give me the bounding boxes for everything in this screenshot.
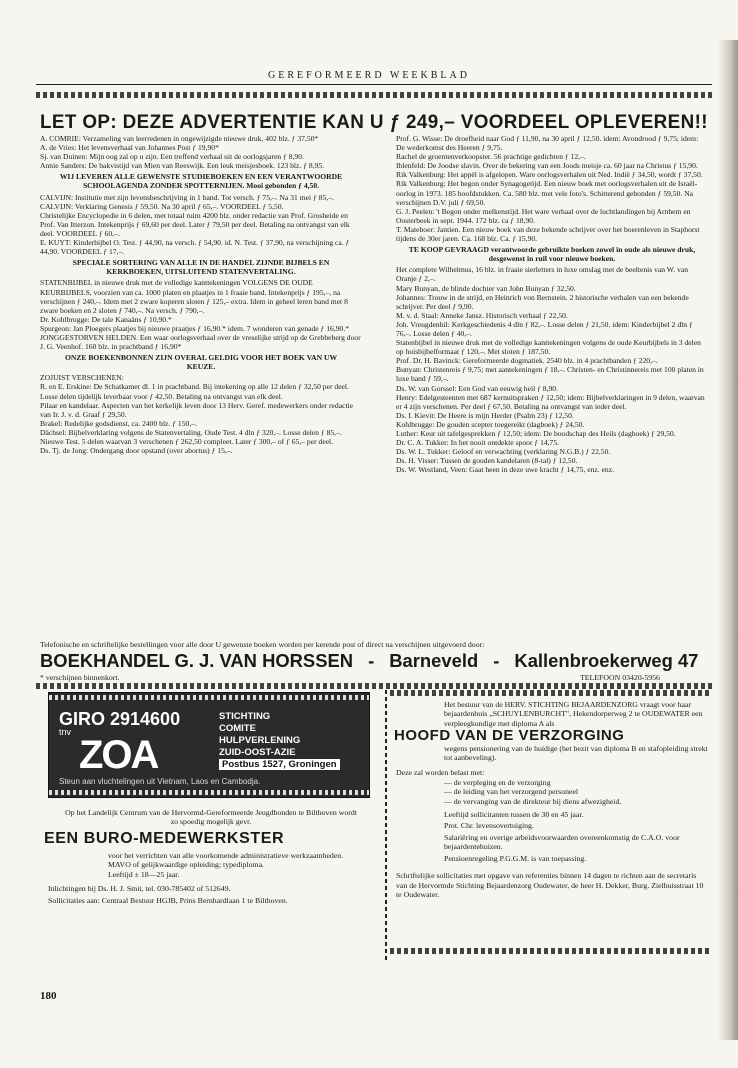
listing-entry: Dr. C. A. Tukker: In het nooit ontdekte spoor ƒ 14,75. [396, 438, 560, 448]
listing-entry: CALVIJN: Verklaring Genesis ƒ 59,50. Na 30 april ƒ 65,–. VOORDEEL ƒ 5,50. [40, 201, 284, 211]
zoa-logo: ZOA [79, 733, 158, 777]
listing-entry: Kohlbrugge: De gouden scepter toegereikt (dagboek) ƒ 24,50. [396, 419, 585, 429]
wavy-border-right-bottom [390, 948, 712, 954]
page-number: 180 [40, 990, 57, 1002]
listing-entry: CALVIJN: Institutie met zijn levensbeschrijving in 1 band. Tot versch. ƒ 75,–. Na 31 mei ƒ 85,–. [40, 192, 334, 202]
listing-entry: Ds. H. Visser: Tussen de gouden kandelaren (8-tal) ƒ 12,50. [396, 456, 578, 466]
listing-entry: Henry: Edelgesteenten met 687 kernuitspraken ƒ 12,50; idem: Bijbelverklaringen in 9 delen, waarvan er 4 zijn verschenen. Per deel ƒ 67,50. Betaling na ontvangst van ieder deel. [396, 392, 705, 411]
listing-entry: Dr. Kohlbrugge: De tale Kanaäns ƒ 10,90.* [40, 314, 172, 324]
listing-entry: Ihlenfeld: De Joodse slavin. Over de bekering van een Joods meisje ca. 60 jaar na Christus ƒ 15,90. [396, 161, 698, 171]
listing-entry: Pilaar en kandelaar. Aspecten van het kerkelijk leven door 13 Herv. Geref. medewerkers onder redactie van Ir. J. v. d. Graaf ƒ 29,50. [40, 400, 354, 419]
firm-separator: - [493, 650, 500, 671]
header-rule [36, 84, 712, 85]
listing-entry: Rachel de groentenverkoopster. 56 prachtige gedichten ƒ 12,–. [396, 152, 586, 162]
org-line: COMITE [219, 723, 256, 734]
firm-part: BOEKHANDEL G. J. VAN HORSSEN [40, 650, 354, 671]
task-item: — de verpleging en de verzorging [444, 777, 551, 787]
listing-entry: Annie Sanders: De bakvistijd van Mien van Reeswijk. Een leuk meisjesboek. 123 blz. ƒ 8,95. [40, 161, 325, 171]
giro-org [219, 711, 340, 771]
ad-headline: LET OP: DEZE ADVERTENTIE KAN U ƒ 249,– VOORDEEL OPLEVEREN!! [40, 112, 708, 133]
wavy-border-side [385, 690, 387, 960]
org-line: HULPVERLENING [219, 735, 301, 746]
firm-separator: - [368, 650, 375, 671]
listing-entry: Joh. Vreugdenhil: Kerkgeschiedenis 4 dln ƒ 82,–. Losse delen ƒ 21,50. idem: Kinderbijbel 2 dln ƒ 76,–. Losse delen ƒ 40,–. [396, 319, 693, 338]
wavy-border-top [36, 92, 712, 98]
listing-entry: Brakel: Redelijke godsdienst, ca. 2400 blz. ƒ 150,–. [40, 418, 197, 428]
running-head: GEREFORMEERD WEEKBLAD [268, 70, 470, 81]
listing-entry: Rik Valkenburg: Het appèl is afgelopen. Ware oorlogsverhalen uit Ned. Indië ƒ 34,50, wordt ƒ 37,50. [396, 170, 703, 180]
listing-entry: Prof. Dr. H. Bavinck: Gereformeerde dogmatiek. 2540 blz. in 4 prachtbanden ƒ 220,–. [396, 356, 658, 366]
listing-entry: WIJ LEVEREN ALLE GEWENSTE STUDIEBOEKEN EN EEN VERANTWOORDE SCHOOLAGENDA ZONDER SPOTTERNIJEN. Mooi gebonden ƒ 4,50. [59, 172, 343, 191]
hoofd-salary: Salariëring en overige arbeidsvoorwaarden overeenkomstig de C.A.O. voor bejaardentehuizen. [444, 832, 680, 852]
hoofd-ad [396, 700, 708, 899]
buro-age: Leeftijd ± 18—25 jaar. [108, 869, 180, 879]
firm-part: Kallenbroekerweg 47 [514, 650, 699, 671]
phone: TELEFOON 03420-5956 [580, 673, 660, 682]
listing-entry: Dächsel: Bijbelverklaring volgens de Statenvertaling. Oude Test. 4 dln ƒ 320,–. Losse delen ƒ 85,–. Nieuwe Test. 5 delen waarvan 3 verschenen ƒ 262,50 compleet. Later ƒ 300,– of ƒ 65,– per deel. [40, 427, 342, 446]
listing-entry: G. J. Peelen: 't Begon onder melkenstijd. Het ware verhaal over de luchtlandingen bij Arnhem en Oosterbeek in sept. 1944. 172 blz. ca ƒ 18,90. [396, 206, 691, 225]
hoofd-apply: Schriftelijke sollicitaties met opgave van referenties binnen 14 dagen te richten aan de secretaris van de Hervormde Stichting Bejaardenzorg Oudewater, de heer H. Dekker, Burg. Zielhuisstraat 10 te Oudewater. [396, 871, 704, 899]
buro-apply: Sollicitaties aan: Centraal Bestuur HGJB, Prins Bernhardlaan 1 te Bilthoven. [48, 896, 288, 906]
hoofd-tasks-intro: Deze zal worden belast met: [396, 768, 485, 778]
wavy-border-bottom [36, 683, 712, 689]
listing-entry: STATENBIJBEL in nieuwe druk met de volledige kanttekeningen VOLGENS DE OUDE KEURBIJBELS, voorzien van ca. 1000 platen en plaatjes in 1 fraaie band. Intekenprijs ƒ 195,–, na verschijnen ƒ 240,–. Idem met 2 zware koperen sloten ƒ 125,– extra. Idem in geheel leren band met 8 zware boeken en 2 sloten ƒ 740,–. Na versch. ƒ 790,–. [40, 278, 348, 315]
listing-entry: Ds. W. L. Tukker: Geloof en verwachting (verklaring N.G.B.) ƒ 22,50. [396, 447, 611, 457]
listing-entry: TE KOOP GEVRAAGD verantwoorde gebruikte boeken zowel in oude als nieuwe druk, desgewenst in ruil voor nieuwe boeken. [408, 245, 696, 264]
listing-entry: A. COMRIE: Verzameling van leerredenen in ongewijzigde nieuwe druk, 402 blz. ƒ 37,50* [40, 134, 319, 143]
firm-name [40, 650, 708, 672]
listing-entry: Christelijke Encyclopedie in 6 delen, met totaal ruim 4200 blz. onder redactie van Prof. Grosheide en Prof. Van Itterzon. Intekenprijs ƒ 69,60 per deel. Later ƒ 79,50 per deel. Betaling na ontvangst van elk deel. VOORDEEL ƒ 60,–. [40, 210, 350, 238]
ad-right-column [396, 134, 708, 474]
order-line: Telefonische en schriftelijke bestellingen voor alle door U gewenste boeken worden per kerende post of direct na verschijnen uitgevoerd door: [40, 640, 485, 649]
listing-entry: Luther: Keur uit tafelgesprekken ƒ 12,50; idem: De boodschap des Heils (dagboek) ƒ 29,50. [396, 429, 676, 438]
hoofd-pension: Pensioenregeling P.G.G.M. is van toepassing. [444, 853, 587, 863]
listing-entry: Johannes: Trouw in de strijd, en Heinrich von Bernstein. 2 historische verhalen van een bekende schrijver. Per deel ƒ 9,90. [396, 292, 689, 311]
buro-info: Inlichtingen bij Ds. H. J. Smit, tel. 030-785402 of 512649. [48, 884, 231, 894]
listing-entry: Rik Valkenburg: Het begon onder Synagogetijd. Een nieuw boek met oorlogsverhalen uit de Israël-oorlog in 1973. 185 hoofdstukken. Ca. 580 blz. met vele foto's. Schitterend gebonden ƒ 59,50. Na verschijnen D.V. juli ƒ 69,50. [396, 179, 698, 207]
org-line: ZUID-OOST-AZIE [219, 747, 296, 758]
listing-entry: Bunyan: Christenreis ƒ 9,75; met aantekeningen ƒ 18,–. Christen- en Christinnereis met 100 platen in luxe band ƒ 59,–. [396, 365, 704, 384]
listing-entry: ONZE BOEKENBONNEN ZIJN OVERAL GELDIG VOOR HET BOEK VAN UW KEUZE. [64, 353, 338, 372]
giro-footer: Steun aan vluchtelingen uit Vietnam, Laos en Cambodja. [59, 777, 261, 786]
ad-left-column [40, 134, 362, 455]
listing-entry: Ds. I. Kievit: De Heere is mijn Herder (Psalm 23) ƒ 12,50. [396, 410, 574, 420]
listing-entry: T. Mateboer: Jantien. Een nieuw boek van deze bekende schrijver over het boerenleven in Staphorst tijdens de 30er jaren. Ca. 168 blz. Ca. ƒ 15,90. [396, 224, 700, 244]
dotted-border [49, 790, 369, 795]
listing-entry: SPECIALE SORTERING VAN ALLE IN DE HANDEL ZIJNDE BIJBELS EN KERKBOEKEN, UITSLUITEND STATENVERTALING. [72, 258, 330, 277]
listing-entry: Sj. van Duinen: Mijn oog zal op u zijn. Een treffend verhaal uit de oorlogsjaren ƒ 8,90. [40, 152, 304, 162]
listing-entry: ZOJUIST VERSCHENEN: [40, 373, 124, 383]
listing-entry: E. KUYT: Kinderbijbel O. Test. ƒ 44,90, na versch. ƒ 54,90. id. N. Test. ƒ 37,90, na verschijning ca. ƒ 44,90. VOORDEEL ƒ 17,–. [40, 238, 350, 257]
buro-intro: Op het Landelijk Centrum van de Hervormd-Gereformeerde Jeugdbonden te Bilthoven wordt zo spoedig mogelijk gevr. [65, 808, 357, 827]
listing-entry: Mary Bunyan, de blinde dochter van John Bunyan ƒ 32,50. [396, 283, 576, 293]
org-line: STICHTING [219, 711, 271, 722]
hoofd-reason: wegens pensionering van de huidige (het bezit van diploma B en stafopleiding strekt tot aanbeveling). [444, 743, 708, 763]
hoofd-tasks [396, 778, 708, 806]
firm-part: Barneveld [389, 650, 479, 671]
buro-req: MAVO of gelijkwaardige opleiding; typediploma. [108, 860, 264, 870]
listing-entry: Ds. W. van Gorssel: Een God van eeuwig heil ƒ 8,90. [396, 383, 558, 393]
dotted-border [49, 695, 369, 700]
hoofd-belief: Prot. Chr. levensovertuiging. [444, 821, 534, 831]
buro-body: voor het verrichten van alle voorkomende administratieve werkzaamheden. [108, 850, 344, 860]
listing-entry: Ds. W. Westland, Veen: Gaat heen in deze uwe kracht ƒ 14,75, enz. enz. [396, 465, 614, 475]
giro-number: GIRO 2914600 [59, 709, 181, 729]
hoofd-intro: Het bestuur van de HERV. STICHTING BEJAARDENZORG vraagt voor haar bejaardenhuis „SCHUYLENBURCHT", Hekendorperweg 2 te OUDEWATER een verpleegkundige met diploma A als [444, 700, 703, 728]
listing-entry: Statenbijbel in nieuwe druk met de volledige kanttekeningen volgens de oude Keurbijbels in 3 delen op huisbijbelformaat ƒ 120,–. Met sloten ƒ 187,50. [396, 338, 701, 357]
listing-entry: R. en E. Erskine: De Schatkamer dl. 1 in prachtband. Bij intekening op alle 12 delen ƒ 32,50 per deel. Losse delen tijdelijk leverbaar voor ƒ 42,50. Betaling na ontvangst van elk deel. [40, 382, 349, 401]
listing-entry: M. v. d. Staal: Anneke Jansz. Historisch verhaal ƒ 22,50. [396, 310, 568, 320]
org-address: Postbus 1527, Groningen [219, 759, 340, 770]
buro-ad [44, 808, 374, 906]
listing-entry: JONGGESTORVEN HELDEN. Een waar oorlogsverhaal over de vreselijke strijd op de Grebbeberg door J. G. Veenhof. 160 blz. in prachtband ƒ 16,90* [40, 332, 361, 352]
page-edge-shadow [718, 40, 738, 1040]
listing-entry: Het complete Wilhelmus, 16 blz. in fraaie sierletters in luxe omslag met de beeltenis van W. van Oranje ƒ 2,–. [396, 265, 689, 284]
listing-entry: Spurgeon: Jan Ploegers plaatjes bij nieuwe praatjes ƒ 16,90.* idem. 7 wonderen van genade ƒ 16,90.* [40, 323, 350, 333]
wavy-border-right-top [390, 690, 712, 696]
giro-ad [48, 692, 370, 798]
footnote: * verschijnen binnenkort. [40, 673, 120, 682]
listing-entry: Prof. G. Wisse: De droefheid naar God ƒ 11,90, na 30 april ƒ 12,50. idem: Avondrood ƒ 9,75; idem: De wederkomst des Heeren ƒ 9,75. [396, 134, 699, 153]
giro-tnv: tnv [59, 727, 72, 737]
hoofd-title: HOOFD VAN DE VERZORGING [394, 727, 625, 745]
buro-title: EEN BURO-MEDEWERKSTER [44, 829, 285, 847]
task-item: — de vervanging van de direkteur bij diens afwezigheid. [444, 796, 622, 806]
hoofd-age: Leeftijd sollicitanten tussen de 30 en 45 jaar. [444, 810, 584, 820]
listing-entry: A. de Vries: Het levensverhaal van Johannes Post ƒ 19,90* [40, 143, 219, 153]
task-item: — de leiding van het verzorgend personeel [444, 787, 579, 797]
listing-entry: Ds. Tj. de Jong: Ondergang door opstand (over abortus) ƒ 15,–. [40, 446, 233, 456]
